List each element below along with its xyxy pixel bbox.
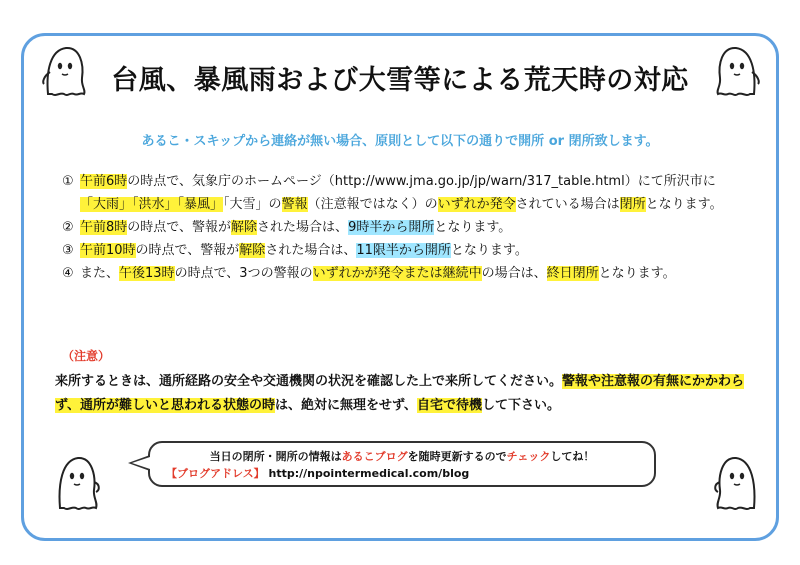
- warning-type: 「大雨」: [80, 197, 133, 212]
- closed-text: 終日閉所: [546, 266, 599, 281]
- bubble-text: してね！: [550, 450, 595, 463]
- rule-text: となります。: [598, 266, 676, 281]
- note-sentence: 来所するときは、通所経路の安全や交通機関の状況を確認した上で来所してください。: [55, 374, 563, 389]
- rule-item-3: [62, 239, 762, 262]
- item-number: ④: [62, 266, 74, 281]
- rule-text: となります。: [434, 220, 512, 235]
- blog-address: [166, 465, 638, 482]
- ghost-icon: [40, 42, 90, 100]
- condition-text: いずれか発令: [437, 197, 516, 212]
- blog-name: あるこブログ: [341, 450, 408, 463]
- rule-item-1: [62, 170, 762, 216]
- ghost-icon: [712, 42, 762, 100]
- rule-text: された場合は、: [257, 220, 349, 235]
- warning-type: 「洪水」: [132, 197, 178, 212]
- time-text: 午後13時: [119, 266, 175, 281]
- note-text: [55, 370, 755, 418]
- speech-bubble: [148, 441, 656, 487]
- speech-bubble-tail-inner: [132, 457, 150, 469]
- rule-text: の時点で、3つの警報の: [174, 266, 313, 281]
- note-heading: （注意）: [62, 349, 111, 363]
- release-text: 解除: [231, 220, 258, 235]
- open-time-text: 11限半から開所: [356, 243, 451, 258]
- warning-word: 警報: [281, 197, 308, 212]
- bubble-message: [166, 448, 638, 465]
- ghost-icon: [712, 452, 762, 514]
- blog-url[interactable]: http://npointermedical.com/blog: [268, 467, 470, 480]
- rule-text: （注意報ではなく）の: [307, 197, 438, 212]
- rule-text: また、: [80, 266, 120, 281]
- note-highlight: 自宅で待機: [416, 398, 482, 413]
- condition-text: いずれかが発令または継続中: [312, 266, 482, 281]
- time-text: 午前6時: [80, 174, 128, 189]
- rules-list: [62, 170, 762, 285]
- page-subtitle: あるこ・スキップから連絡が無い場合、原則として以下の通りで開所 or 閉所致します。: [141, 134, 659, 149]
- rule-text: の場合は、: [481, 266, 547, 281]
- warning-type: 「暴風」: [177, 197, 224, 212]
- item-number: ①: [62, 174, 74, 189]
- time-text: 午前10時: [80, 243, 136, 258]
- rule-item-4: [62, 262, 762, 285]
- rule-text: の時点で、気象庁のホームページ（http://www.jma.go.jp/jp/warn/317_table.html）にて所沢市に: [127, 174, 716, 189]
- item-number: ③: [62, 243, 74, 258]
- bubble-text: 当日の閉所・開所の情報は: [209, 450, 342, 463]
- time-text: 午前8時: [80, 220, 128, 235]
- rule-text: の時点で、警報が: [135, 243, 240, 258]
- rule-text: されている場合は: [515, 197, 620, 212]
- check-text: チェック: [506, 450, 551, 463]
- item-number: ②: [62, 220, 74, 235]
- rule-text: の時点で、警報が: [127, 220, 232, 235]
- note-highlight: 警報や注意報の有無にかかわらず、通所が難しいと思われる状態の時: [55, 374, 745, 413]
- ghost-icon: [52, 452, 102, 514]
- open-time-text: 9時半から開所: [348, 220, 435, 235]
- rule-text: 「大雪」の: [223, 197, 282, 212]
- bubble-text: を随時更新するので: [407, 450, 507, 463]
- rule-text: となります。: [450, 243, 528, 258]
- blog-address-label: 【ブログアドレス】: [166, 467, 265, 480]
- closed-text: 閉所: [619, 197, 646, 212]
- release-text: 解除: [239, 243, 266, 258]
- rule-text: となります。: [645, 197, 723, 212]
- note-sentence: して下さい。: [481, 398, 560, 413]
- rule-item-2: [62, 216, 762, 239]
- rule-text: された場合は、: [265, 243, 357, 258]
- page-title: 台風、暴風雨および大雪等による荒天時の対応: [111, 65, 689, 96]
- note-sentence: は、絶対に無理をせず、: [274, 398, 417, 413]
